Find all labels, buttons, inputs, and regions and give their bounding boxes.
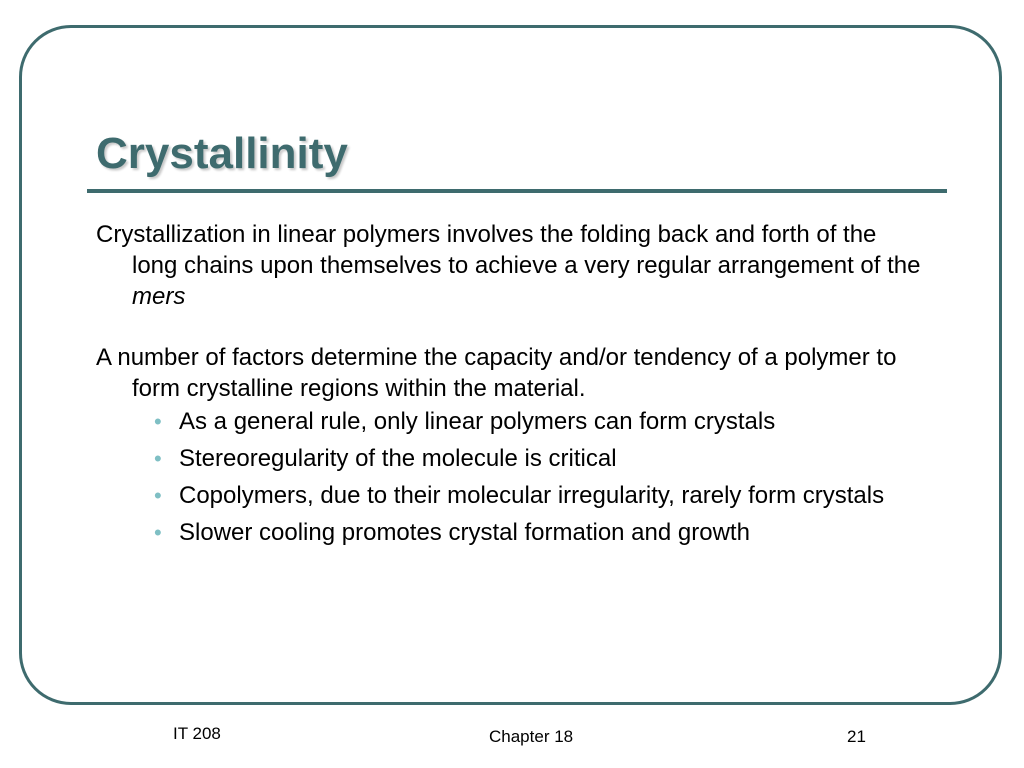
title-underline <box>87 189 947 193</box>
paragraph-crystallization <box>96 219 926 312</box>
list-item <box>154 406 926 437</box>
bullet-icon: • <box>154 483 162 508</box>
paragraph-factors: A number of factors determine the capacity and/or tendency of a polymer to form crystalline regions within the material. <box>96 344 897 402</box>
slide-title: Crystallinity <box>96 129 348 178</box>
paragraph-crystallization-text: Crystallization in linear polymers involves the folding back and forth of the long chains upon themselves to achieve a very regular arrangement of the <box>96 221 921 279</box>
footer-chapter: Chapter 18 <box>489 727 574 746</box>
bullet-icon: • <box>154 520 162 545</box>
list-item <box>154 517 926 548</box>
bullet-icon: • <box>154 446 162 471</box>
factor-list <box>96 406 926 548</box>
emphasis-mers: mers <box>132 283 186 310</box>
bullet-icon: • <box>154 409 162 434</box>
list-item-text: Stereoregularity of the molecule is critical <box>179 445 617 472</box>
list-item <box>154 443 926 474</box>
list-item-text: Slower cooling promotes crystal formation and growth <box>179 519 750 546</box>
footer-page-number: 21 <box>847 727 866 746</box>
slide-body <box>96 219 926 554</box>
list-item <box>154 480 926 511</box>
list-item-text: As a general rule, only linear polymers can form crystals <box>179 408 776 435</box>
footer-course: IT 208 <box>173 724 221 743</box>
list-item-text: Copolymers, due to their molecular irregularity, rarely form crystals <box>179 482 885 509</box>
